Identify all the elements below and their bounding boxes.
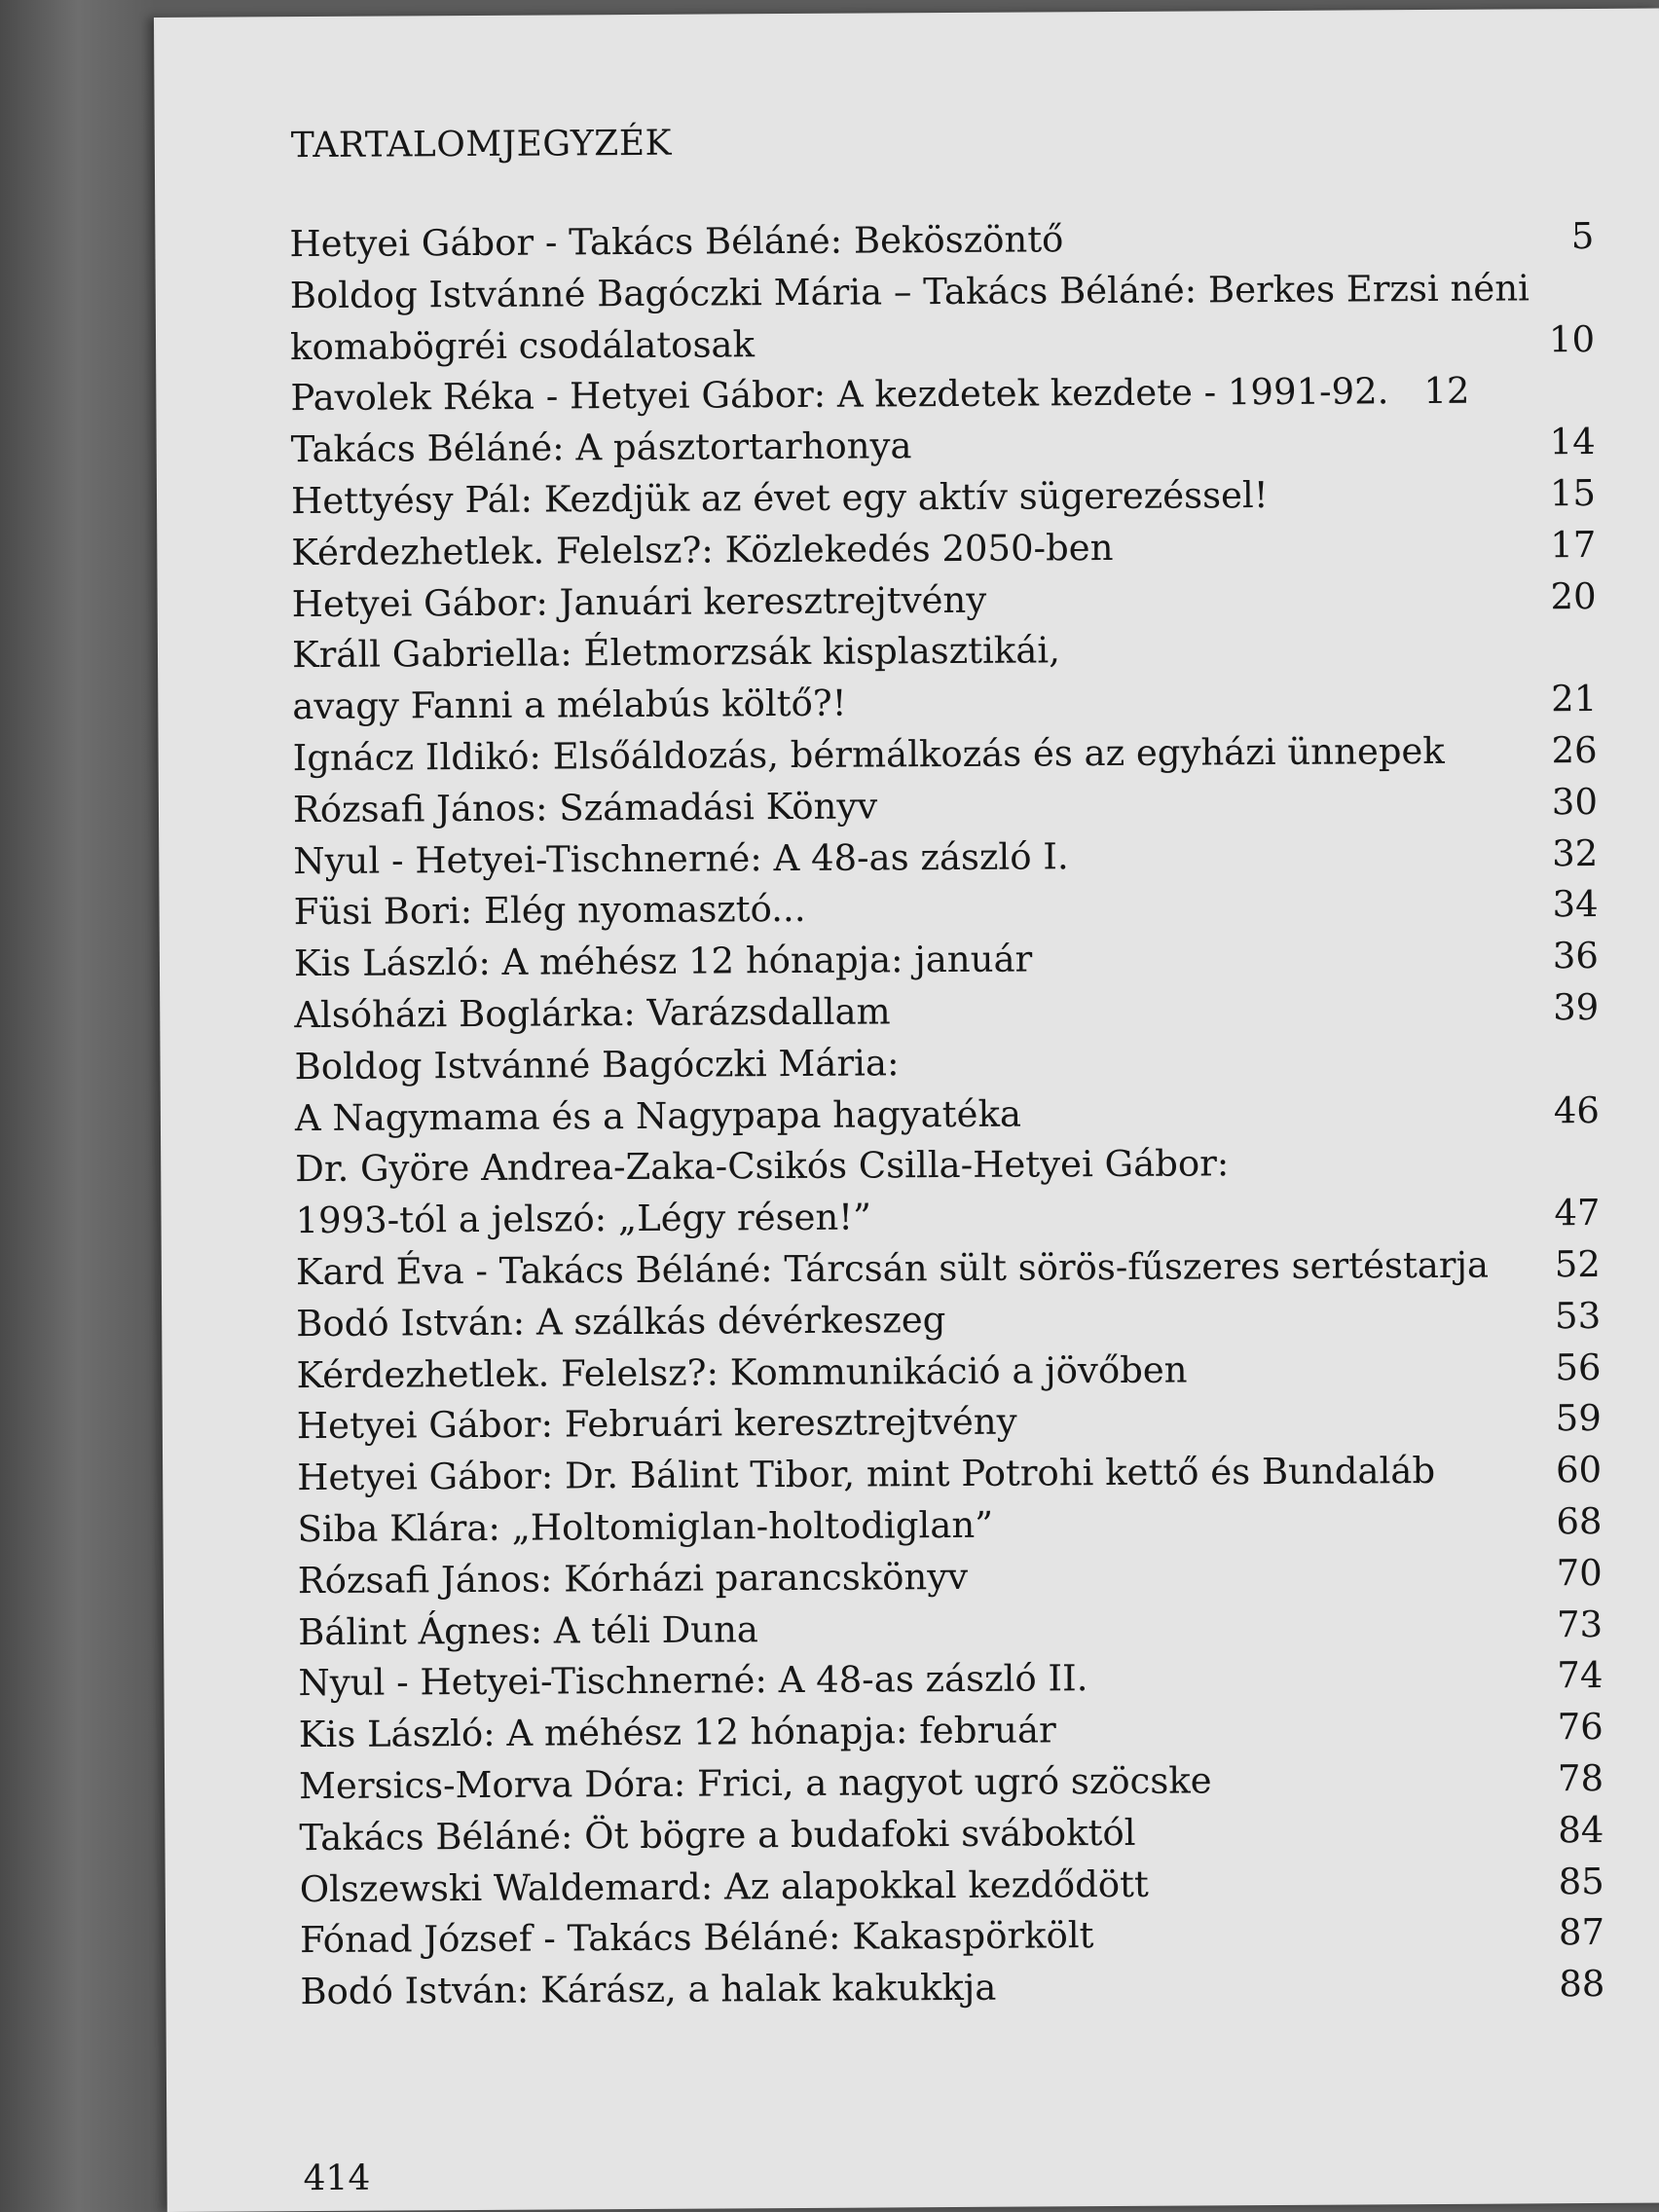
toc-entry-line <box>297 1496 1602 1556</box>
toc-entry-page-number: 10 <box>1548 317 1596 360</box>
toc-entry <box>298 1650 1603 1710</box>
toc-entry-title: Hettyésy Pál: Kezdjük az évet egy aktív sügerezéssel! <box>290 474 1269 523</box>
toc-entry-title: Nyul - Hetyei-Tischnerné: A 48-as zászló II. <box>298 1657 1088 1705</box>
toc-entry <box>300 1856 1604 1915</box>
toc-entry-page-number: 17 <box>1550 523 1597 567</box>
toc-entry-title: Boldog Istvánné Bagóczki Mária: <box>294 1042 900 1088</box>
toc-entry-page-number: 14 <box>1549 421 1596 463</box>
toc-entry-line <box>294 1034 1599 1093</box>
toc-entry-page-number: 88 <box>1559 1963 1605 2006</box>
toc-entry <box>294 1034 1600 1145</box>
toc-entry-line <box>290 314 1595 374</box>
toc-entry <box>296 1239 1601 1299</box>
toc-entry-page-number: 46 <box>1553 1088 1601 1131</box>
toc-entry-line <box>291 520 1596 579</box>
toc-entry-line <box>294 982 1599 1042</box>
table-of-contents <box>289 211 1604 2018</box>
toc-entry-page-number: 56 <box>1555 1346 1602 1388</box>
toc-entry <box>299 1805 1604 1864</box>
toc-entry-title: Alsóházi Boglárka: Varázsdallam <box>294 990 891 1037</box>
toc-entry-line <box>295 1136 1600 1196</box>
toc-entry-title: Takács Béláné: Öt bögre a budafoki sváboktól <box>299 1811 1136 1859</box>
toc-entry <box>296 1291 1601 1350</box>
toc-entry-title: Olszewski Waldemard: Az alapokkal kezdődött <box>299 1862 1149 1910</box>
toc-entry <box>298 1599 1603 1658</box>
toc-entry-page-number: 20 <box>1550 574 1597 617</box>
toc-entry-page-number: 68 <box>1556 1499 1603 1543</box>
toc-entry <box>300 1907 1604 1967</box>
toc-entry-page-number: 59 <box>1555 1397 1602 1440</box>
toc-entry-title: Hetyei Gábor: Februári keresztrejtvény <box>296 1400 1017 1448</box>
toc-entry <box>297 1445 1602 1504</box>
toc-entry-line <box>296 1291 1601 1350</box>
toc-entry-title: 1993-tól a jelszó: „Légy résen!” <box>295 1196 872 1242</box>
toc-entry-title: Rózsafi János: Számadási Könyv <box>292 785 878 830</box>
toc-entry-page-number: 52 <box>1554 1242 1601 1286</box>
toc-entry-title: Kérdezhetlek. Felelsz?: Kommunikáció a jövőben <box>296 1348 1188 1396</box>
toc-entry-title: Bálint Ágnes: A téli Duna <box>298 1607 759 1653</box>
toc-entry-title: Takács Béláné: A pásztortarhonya <box>290 424 912 471</box>
toc-entry <box>291 520 1596 579</box>
toc-entry-page-number: 74 <box>1557 1654 1604 1697</box>
toc-entry-line <box>296 1342 1601 1401</box>
toc-entry-page-number: 60 <box>1555 1449 1603 1492</box>
toc-entry <box>298 1548 1603 1607</box>
toc-entry <box>293 777 1598 836</box>
toc-entry-line <box>297 1393 1602 1453</box>
toc-entry <box>299 1753 1604 1813</box>
toc-entry-page-number: 30 <box>1551 780 1599 824</box>
toc-entry <box>294 982 1599 1042</box>
toc-entry-title: Rózsafi János: Kórházi parancskönyv <box>297 1555 969 1602</box>
toc-entry-title: Dr. Györe Andrea-Zaka-Csikós Csilla-Hetyei Gábor: <box>295 1142 1230 1191</box>
toc-entry-line <box>290 263 1595 322</box>
toc-entry-page-number: 70 <box>1556 1551 1603 1594</box>
toc-entry <box>295 1136 1601 1247</box>
toc-entry-line <box>299 1805 1604 1864</box>
toc-entry-line <box>299 1753 1604 1813</box>
toc-entry-line <box>300 1959 1604 2018</box>
toc-entry-page-number: 87 <box>1558 1911 1605 1954</box>
toc-entry-title: Siba Klára: „Holtomiglan-holtodiglan” <box>297 1503 994 1551</box>
toc-entry-title: A Nagymama és a Nagypapa hagyatéka <box>294 1092 1022 1139</box>
toc-entry-line <box>294 931 1599 990</box>
toc-entry-line <box>293 777 1598 836</box>
toc-entry-line <box>298 1650 1603 1710</box>
toc-entry-title: Pavolek Réka - Hetyei Gábor: A kezdetek kezdete - 1991-92. <box>290 370 1389 420</box>
toc-entry-page-number: 12 <box>1423 370 1470 413</box>
toc-entry-line <box>291 468 1596 528</box>
toc-entry <box>293 829 1598 888</box>
toc-entry-line <box>290 365 1595 424</box>
toc-entry-title: Hetyei Gábor: Januári keresztrejtvény <box>291 578 987 625</box>
toc-entry <box>291 417 1596 476</box>
toc-entry <box>296 1342 1601 1401</box>
toc-entry-line <box>298 1548 1603 1607</box>
page-title: TARTALOMJEGYZÉK <box>290 123 673 166</box>
toc-entry <box>299 1702 1604 1761</box>
toc-entry-line <box>296 1239 1601 1299</box>
toc-entry-page-number: 26 <box>1551 728 1598 772</box>
toc-entry-page-number: 85 <box>1558 1860 1604 1902</box>
toc-entry-page-number: 36 <box>1552 935 1600 977</box>
toc-entry-line <box>295 1085 1600 1144</box>
toc-entry-title: Bodó István: A szálkás dévérkeszeg <box>296 1298 946 1345</box>
toc-entry-page-number: 34 <box>1552 883 1599 926</box>
toc-entry-page-number: 5 <box>1570 214 1595 258</box>
toc-entry-line <box>292 571 1597 631</box>
toc-entry <box>290 263 1596 374</box>
book-page <box>154 9 1659 2212</box>
toc-entry-line <box>299 1702 1604 1761</box>
toc-entry-line <box>298 1599 1603 1658</box>
toc-entry <box>294 931 1599 990</box>
toc-entry-page-number: 73 <box>1556 1603 1604 1645</box>
toc-entry-page-number: 78 <box>1557 1756 1604 1800</box>
toc-entry-title: Nyul - Hetyei-Tischnerné: A 48-as zászló I. <box>293 834 1069 882</box>
toc-entry-page-number: 15 <box>1549 471 1597 515</box>
toc-entry-title: komabögréi csodálatosak <box>289 322 756 368</box>
toc-entry-line <box>292 674 1597 733</box>
toc-entry-title: Hetyei Gábor - Takács Béláné: Beköszöntő <box>289 218 1064 266</box>
toc-entry-title: Kérdezhetlek. Felelsz?: Közlekedés 2050-ben <box>291 526 1114 573</box>
toc-entry <box>297 1393 1602 1453</box>
toc-entry-title: Králl Gabriella: Életmorzsák kisplasztikái, <box>291 629 1061 677</box>
toc-entry-title: Ignácz Ildikó: Elsőáldozás, bérmálkozás és az egyházi ünnepek <box>292 729 1445 780</box>
toc-entry-title: Kis László: A méhész 12 hónapja: február <box>298 1709 1056 1756</box>
toc-entry-title: Füsi Bori: Elég nyomasztó... <box>293 888 806 934</box>
toc-entry-page-number: 84 <box>1558 1808 1604 1851</box>
toc-entry <box>292 622 1598 733</box>
toc-entry <box>297 1496 1602 1556</box>
toc-entry-title: Hetyei Gábor: Dr. Bálint Tibor, mint Potrohi kettő és Bundaláb <box>297 1450 1436 1499</box>
toc-entry <box>291 468 1596 528</box>
toc-entry-line <box>291 417 1596 476</box>
toc-entry-line <box>292 622 1597 682</box>
toc-entry <box>293 879 1598 939</box>
toc-entry-line <box>293 879 1598 939</box>
toc-entry <box>289 211 1594 271</box>
toc-entry-title: Fónad József - Takács Béláné: Kakaspörkölt <box>299 1914 1094 1962</box>
toc-entry-title: avagy Fanni a mélabús költő?! <box>292 682 847 728</box>
toc-entry <box>292 571 1597 631</box>
toc-entry-title: Kard Éva - Takács Béláné: Tárcsán sült sörös-fűszeres sertéstarja <box>295 1243 1490 1294</box>
toc-entry-line <box>297 1445 1602 1504</box>
toc-entry-line <box>289 211 1594 271</box>
toc-entry-page-number: 32 <box>1552 831 1599 874</box>
toc-entry-line <box>292 725 1597 785</box>
toc-entry-page-number: 21 <box>1551 678 1598 720</box>
toc-entry-title: Boldog Istvánné Bagóczki Mária – Takács Béláné: Berkes Erzsi néni <box>289 267 1530 316</box>
toc-entry-line <box>293 829 1598 888</box>
toc-entry-line <box>300 1856 1604 1915</box>
toc-entry-line <box>295 1188 1600 1247</box>
toc-entry <box>292 725 1597 785</box>
page-number-footer: 414 <box>303 2157 371 2199</box>
toc-entry-page-number: 76 <box>1557 1706 1604 1749</box>
toc-entry-title: Mersics-Morva Dóra: Frici, a nagyot ugró szöcske <box>298 1759 1212 1808</box>
toc-entry-page-number: 53 <box>1554 1294 1602 1337</box>
toc-entry <box>300 1959 1604 2018</box>
toc-entry-page-number: 47 <box>1554 1192 1601 1235</box>
toc-entry-title: Kis László: A méhész 12 hónapja: január <box>293 938 1033 985</box>
toc-entry-line <box>300 1907 1604 1967</box>
toc-entry-title: Bodó István: Kárász, a halak kakukkja <box>300 1966 997 2013</box>
toc-entry <box>290 365 1595 424</box>
toc-entry-page-number: 39 <box>1553 985 1600 1029</box>
